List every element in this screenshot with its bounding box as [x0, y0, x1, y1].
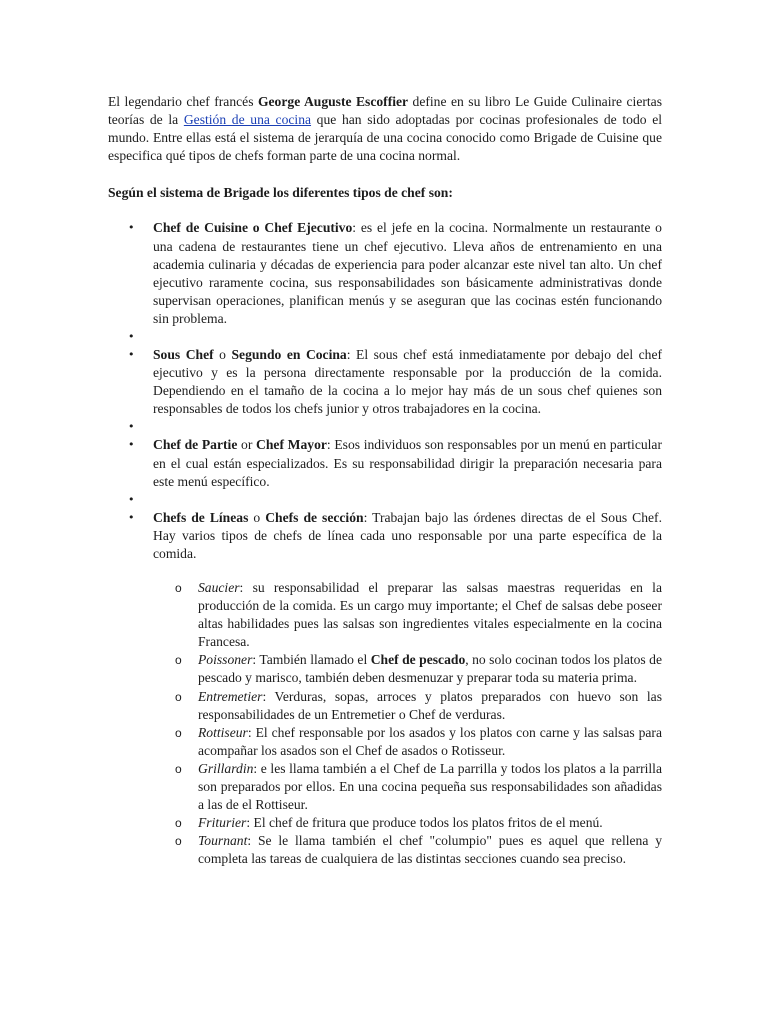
- line-chef-name: Entremetier: [198, 688, 263, 704]
- bullet-icon: •: [128, 492, 135, 506]
- document-content: [108, 93, 662, 868]
- line-chef-description: : El chef de fritura que produce todos los platos fritos de el menú.: [246, 815, 603, 831]
- line-chef-description: : e les llama también a el Chef de La parrilla y todos los platos a la parrilla son preparados por ellos. En una cocina pequeña sus responsabilidades son añadidas a las de el Rottiseur.: [198, 760, 662, 813]
- bullet-icon: •: [128, 510, 135, 524]
- circle-bullet-icon: o: [175, 761, 182, 776]
- line-chef-name: Poissoner: [198, 652, 253, 668]
- line-chef-sublist: [108, 579, 662, 869]
- empty-list-item: [108, 491, 662, 509]
- bullet-icon: •: [128, 438, 135, 452]
- list-item-sous-chef: [108, 346, 662, 418]
- line-chef-description-cont: , no solo cocinan todos los platos de pescado y marisco, también deben desmenuzar y preparar toda su materia prima.: [198, 652, 663, 686]
- sublist-item-grillardin: [108, 760, 662, 814]
- title-connector: or: [237, 437, 257, 453]
- chef-description: : Trabajan bajo las órdenes directas de el Sous Chef. Hay varios tipos de chefs de línea cada uno responsable por una parte específica de la comida.: [153, 509, 662, 561]
- sublist-item-poissoner: [108, 651, 662, 687]
- chef-de-pescado-bold: Chef de pescado: [370, 652, 466, 668]
- list-item-chef-de-partie: [108, 436, 662, 490]
- circle-bullet-icon: o: [175, 689, 182, 704]
- bullet-icon: •: [128, 420, 135, 434]
- chef-title-alt: Segundo en Cocina: [231, 347, 347, 363]
- bullet-icon: •: [128, 221, 135, 235]
- list-item-chef-de-cuisine: [108, 219, 662, 328]
- circle-bullet-icon: o: [175, 816, 182, 831]
- bullet-icon: •: [128, 330, 135, 344]
- line-chef-description: : El chef responsable por los asados y los platos con carne y las salsas para acompañar los asados son el Chef de asados o Rotisseur.: [198, 724, 662, 758]
- line-chef-description: : Verduras, sopas, arroces y platos preparados con huevo son las responsabilidades de un Entremetier o Chef de verduras.: [198, 688, 662, 722]
- list-item-chefs-de-lineas: [108, 509, 662, 563]
- chefs-de-lineas-text: [153, 509, 662, 563]
- line-chef-name: Friturier: [198, 815, 247, 831]
- chef-description: : es el jefe en la cocina. Normalmente un restaurante o una cadena de restaurantes tiene un chef ejecutivo. Lleva años de entrenamiento en una academia culinaria y décadas de experiencia para poder alcanzar este nivel tan alto. Un chef ejecutivo raramente cocina, sus responsabilidades son básicamente administrativas donde supervisan operaciones, planifican menús y se aseguran que las cocinas estén funcionando sin problema.: [153, 220, 662, 326]
- empty-list-item: [108, 418, 662, 436]
- intro-text-2: define en su libro Le Guide Culinaire ciertas teorías de la: [108, 94, 662, 128]
- line-chef-description: : su responsabilidad el preparar las salsas maestras requeridas en la producción de la comida. Es un cargo muy importante; el Chef de salsas debe poseer altas habilidades pues las salsas son ingredientes vitales especialmente en la cocina Francesa.: [198, 579, 662, 650]
- chef-title-alt: Chef Mayor: [256, 437, 327, 453]
- chef-title-alt: Chefs de sección: [265, 509, 364, 525]
- sublist-item-rottiseur: [108, 724, 662, 760]
- line-chef-name: Tournant: [198, 833, 248, 849]
- chef-description: : Esos individuos son responsables por un menú en particular en el cual están especializados. Es su responsabilidad dirigir la preparación necesaria para este menú específico.: [153, 437, 662, 489]
- circle-bullet-icon: o: [175, 725, 182, 740]
- escoffier-name: George Auguste Escoffier: [257, 94, 409, 109]
- kitchen-management-link[interactable]: Gestión de una cocina: [183, 112, 312, 128]
- chef-description: : El sous chef está inmediatamente por debajo del chef ejecutivo y es la persona directamente responsable por la producción de la comida. Dependiendo en el tamaño de la cocina a lo mejor hay más de un sous chef quienes son responsables de todos los chefs junior y otros trabajadores en la cocina.: [153, 347, 663, 417]
- line-chef-name: Rottiseur: [198, 724, 248, 740]
- chef-title: Chefs de Líneas: [153, 509, 249, 525]
- empty-list-item: [108, 328, 662, 346]
- chef-title: Chef de Partie: [153, 437, 238, 453]
- sublist-item-friturier: [108, 814, 662, 832]
- circle-bullet-icon: o: [175, 653, 182, 668]
- title-connector: o: [248, 509, 266, 525]
- line-chef-name: Saucier: [198, 579, 240, 595]
- chef-title: Sous Chef: [153, 347, 214, 363]
- brigade-heading: Según el sistema de Brigade los diferentes tipos de chef son:: [108, 185, 453, 201]
- sublist-item-tournant: [108, 832, 662, 868]
- intro-paragraph: [108, 93, 662, 165]
- title-connector: o: [213, 347, 232, 363]
- circle-bullet-icon: o: [175, 834, 182, 849]
- intro-text-3: que han sido adoptadas por cocinas profesionales de todo el mundo. Entre ellas está el sistema de jerarquía de una cocina conocido como Brigade de Cuisine que especifica qué tipos de chefs forman parte de una cocina normal.: [108, 112, 663, 164]
- intro-text-1: El legendario chef francés: [108, 94, 258, 109]
- sublist-item-saucier: [108, 579, 662, 651]
- chef-types-list: [108, 219, 662, 563]
- sublist-item-entremetier: [108, 688, 662, 724]
- line-chef-description: : Se le llama también el chef "columpio" pues es aquel que rellena y completa las tareas de cualquiera de las distintas secciones cuando sea preciso.: [198, 833, 662, 867]
- bullet-icon: •: [128, 348, 135, 362]
- line-chef-description: : También llamado el: [252, 652, 371, 668]
- chef-title: Chef de Cuisine o Chef Ejecutivo: [153, 220, 353, 236]
- circle-bullet-icon: o: [175, 580, 182, 595]
- line-chef-name: Grillardin: [198, 760, 254, 776]
